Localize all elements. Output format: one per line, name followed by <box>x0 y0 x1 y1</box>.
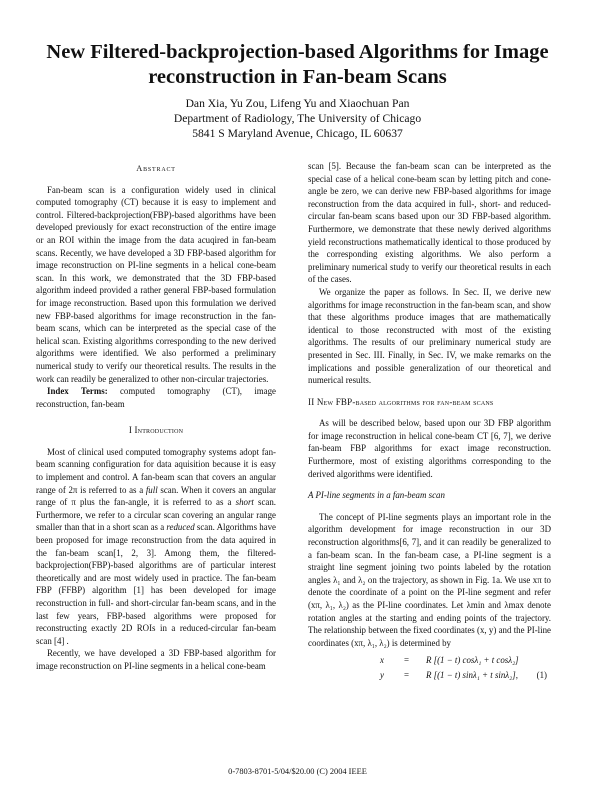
equation-row-y <box>308 669 551 683</box>
abstract-heading: Abstract <box>136 164 176 173</box>
intro-text-b: scan. When it covers an angular range of π plus the fan-angle, it is referred to as a <box>36 484 276 508</box>
title-line-2: reconstruction in Fan-beam Scans <box>148 66 447 88</box>
equation-row-x <box>308 654 551 668</box>
equation-1 <box>308 652 551 684</box>
left-column <box>36 160 276 673</box>
section-2-paragraph: As will be described below, based upon our 3D FBP algorithm for image reconstruction in helical cone-beam CT [6, 7], we derive fan-beam FBP algorithms for exact image reconstruction. Furthermore, most of existing algorithms corresponding to the derived algorithms were identified. <box>308 418 551 479</box>
intro-paragraph-1 <box>36 446 276 648</box>
copyright-footer: 0-7803-8701-5/04/$20.00 (C) 2004 IEEE <box>228 767 367 776</box>
title-line-1: New Filtered-backprojection-based Algorithms for Image <box>46 41 549 63</box>
author-block <box>60 96 535 141</box>
equation-number: (1) <box>536 670 547 681</box>
subsection-a-heading: A PI-line segments in a fan-beam scan <box>308 490 445 501</box>
intro-paragraph-2: Recently, we have developed a 3D FBP-based algorithm for image reconstruction on PI-line segments in a helical cone-beam <box>36 648 276 671</box>
intro-term-reduced: reduced <box>166 522 195 533</box>
equation-y-equals: = <box>404 670 410 681</box>
equation-x-equals: = <box>404 655 410 666</box>
equation-y-lhs: y <box>380 670 384 681</box>
author-names: Dan Xia, Yu Zou, Lifeng Yu and Xiaochuan Pan <box>185 97 410 110</box>
pi-line-paragraph: The concept of PI-line segments plays an important role in the algorithm development for image reconstruction in our 3D reconstruction algorithms[6, 7], and it can readily be generalized to a fan-beam scan. In the fan-beam case, a PI-line segment is a straight line segment joining two points labeled by the rotation angles λ₁ and λ₂ on the trajectory, as shown in Fig. 1a. We use xπ to denote the coordinate of a point on the PI-line segment and refer (xπ, λ₁, λ₂) as the PI-line coordinates. Let λmin and λmax denote rotation angles at the starting and ending points of the trajectory. The relationship between the fixed coordinates (x, y) and the PI-line coordinates (xπ, λ₁, λ₂) is determined by <box>308 511 551 648</box>
index-terms-label: Index Terms: <box>47 386 108 397</box>
abstract-text: Fan-beam scan is a configuration widely used in clinical computed tomography (CT) because it is easy to implement and control. Filtered-backprojection(FBP)-based algorithms have been developed previously for exact reconstruction of the entire image or an ROI within the image from the data acuqired in fan-beam scans. Recently, we have developed a 3D FBP-based algorithm for image reconstruction on PI-line segments in a helical cone-beam scan. In this work, we demonstrated that the 3D FBP-based algorithm indeed provided a rather general FBP-based formulation for image reconstruction. Based upon this formulation we derived new FBP-based algorithms for image reconstruction in the fan-beam scans, which can be interpreted as the special case of the helical scan. Existing algorithms corresponding to the new derived algorithms were identified. We also performed a preliminary numerical study to verify our theoretical results. The results in the work can readily be generalized to other non-circular trajectories. <box>36 184 276 384</box>
index-terms-text: computed tomography (CT), image reconstruction, fan-beam <box>36 386 276 409</box>
intro-term-full: full <box>145 484 158 495</box>
intro-text-d: scan. Algorithms have been proposed for image reconstruction from the data aquired in the fan-beam scan[1, 2, 3]. Among them, the filtered-backprojection(FBP)-based algorithms are of particular interest theoretically and are most widely used in practice. The fan-beam FBP (FFBP) algorithm [1] has been developed for image reconstruction in full- and short-circular fan-beam scans, and in the last few years, FBP-based algorithms were proposed for reconstructing exactly 2D ROIs in a reduced-circular fan-beam scan [4] . <box>36 522 276 646</box>
index-terms <box>36 385 276 410</box>
intro-text-c: scan. Furthermore, we refer to a circular scan covering an angular range smaller than that in a short scan as a <box>36 497 276 533</box>
right-paragraph-1: scan [5]. Because the fan-beam scan can be interpreted as the special case of a helical cone-beam scan by letting pitch and cone-angle be zero, we can derive new FBP-based algorithms for image reconstruction from the data acquired in full-, short- and reduced-circular fan-beam scans based upon our 3D FBP-based algorithm. Furthermore, we demonstrate that these newly derived algorithms yield reconstructions mathematically identical to those produced by the corresponding existing algorithms. We also perform a preliminary numerical study to verify our theoretical results in each of the cases. <box>308 161 551 285</box>
section-2-heading: II New FBP-based algorithms for fan-beam scans <box>308 396 494 407</box>
section-1-heading: I Introduction <box>128 425 184 436</box>
equation-y-rhs: R [(1 − t) sinλ₁ + t sinλ₂], <box>426 670 518 681</box>
equation-x-lhs: x <box>380 655 384 666</box>
intro-text-a: Most of clinical used computed tomography systems adopt fan-beam scanning configuration for data aquisition because it is easy to implement and control. A fan-beam scan that covers an angular range of 2π is referred to as a <box>36 446 276 495</box>
right-column <box>308 160 551 684</box>
affiliation: Department of Radiology, The University of Chicago <box>173 112 422 125</box>
equation-x-rhs: R [(1 − t) cosλ₁ + t cosλ₂] <box>426 655 519 666</box>
intro-term-short: short <box>235 497 254 508</box>
address: 5841 S Maryland Avenue, Chicago, IL 60637 <box>192 127 403 140</box>
right-paragraph-2: We organize the paper as follows. In Sec. II, we derive new algorithms for image reconstruction in the fan-beam scan, and show that these algorithms produce images that are mathematically identical to those reconstructed with most of the existing algorithms. The results of our preliminary numerical study are presented in Sec. III. Finally, in Sec. IV, we make remarks on the implications and possible generalization of our theoretical and numerical results. <box>308 286 551 386</box>
paper-title <box>30 40 565 90</box>
